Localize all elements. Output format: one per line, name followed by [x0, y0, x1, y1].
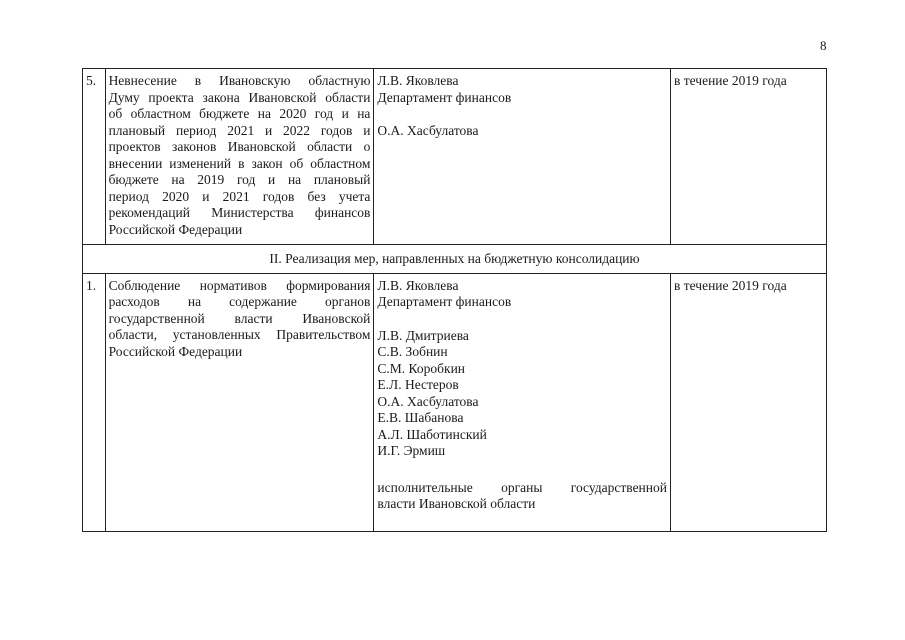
responsible-person: О.А. Хасбулатова	[377, 123, 479, 138]
table-row	[83, 273, 827, 531]
description-line: об областном бюджете на 2020 год и на	[108, 106, 371, 121]
row-number: 5.	[83, 69, 106, 245]
responsible-person: Л.В. Яковлева	[377, 73, 459, 88]
responsible-person: Л.В. Дмитриева	[377, 327, 469, 343]
measure-description	[105, 273, 374, 531]
description-line: период 2020 и 2021 годов без учета	[108, 188, 371, 204]
section-title: II. Реализация мер, направленных на бюджетную консолидацию	[83, 245, 827, 274]
responsible-person: С.В. Зобнин	[377, 344, 448, 359]
description-line: Невнесение в Ивановскую областную	[108, 73, 371, 88]
deadline-cell: в течение 2019 года	[670, 69, 826, 245]
responsible-person: О.А. Хасбулатова	[377, 393, 479, 409]
description-line: проектов законов Ивановской области о	[108, 139, 371, 154]
description-line: расходов на содержание органов	[108, 294, 371, 309]
row-number: 1.	[83, 273, 106, 531]
description-line: Российской Федерации	[108, 221, 243, 237]
responsible-person: Л.В. Яковлева	[377, 277, 459, 293]
responsible-department: Департамент финансов	[377, 89, 512, 105]
page-number: 8	[820, 38, 827, 53]
responsible-department: Департамент финансов	[377, 294, 512, 309]
responsible-person: А.Л. Шаботинский	[377, 426, 487, 442]
table-row	[83, 69, 827, 245]
responsible-person: И.Г. Эрмиш	[377, 443, 446, 458]
responsible-cell	[374, 69, 671, 245]
description-line: внесении изменений в закон об областном	[108, 155, 371, 171]
description-line: области, установленных Правительством	[108, 327, 371, 342]
measure-description	[105, 69, 374, 245]
responsible-bodies: власти Ивановской области	[377, 496, 536, 511]
responsible-person: С.М. Коробкин	[377, 360, 466, 376]
responsible-cell	[374, 273, 671, 531]
description-line: Соблюдение нормативов формирования	[108, 277, 371, 293]
responsible-bodies: исполнительные органы государственной	[377, 479, 667, 495]
description-line: Думу проекта закона Ивановской области	[108, 89, 371, 105]
responsible-person: Е.В. Шабанова	[377, 410, 464, 425]
responsible-person: Е.Л. Нестеров	[377, 377, 459, 392]
deadline-cell: в течение 2019 года	[670, 273, 826, 531]
description-line: государственной власти Ивановской	[108, 310, 371, 326]
description-line: плановый период 2021 и 2022 годов и	[108, 122, 371, 138]
description-line: бюджете на 2019 год и на плановый	[108, 172, 371, 187]
section-row	[83, 245, 827, 274]
description-line: Российской Федерации	[108, 343, 243, 359]
description-line: рекомендаций Министерства финансов	[108, 205, 371, 220]
plan-table	[82, 68, 827, 532]
